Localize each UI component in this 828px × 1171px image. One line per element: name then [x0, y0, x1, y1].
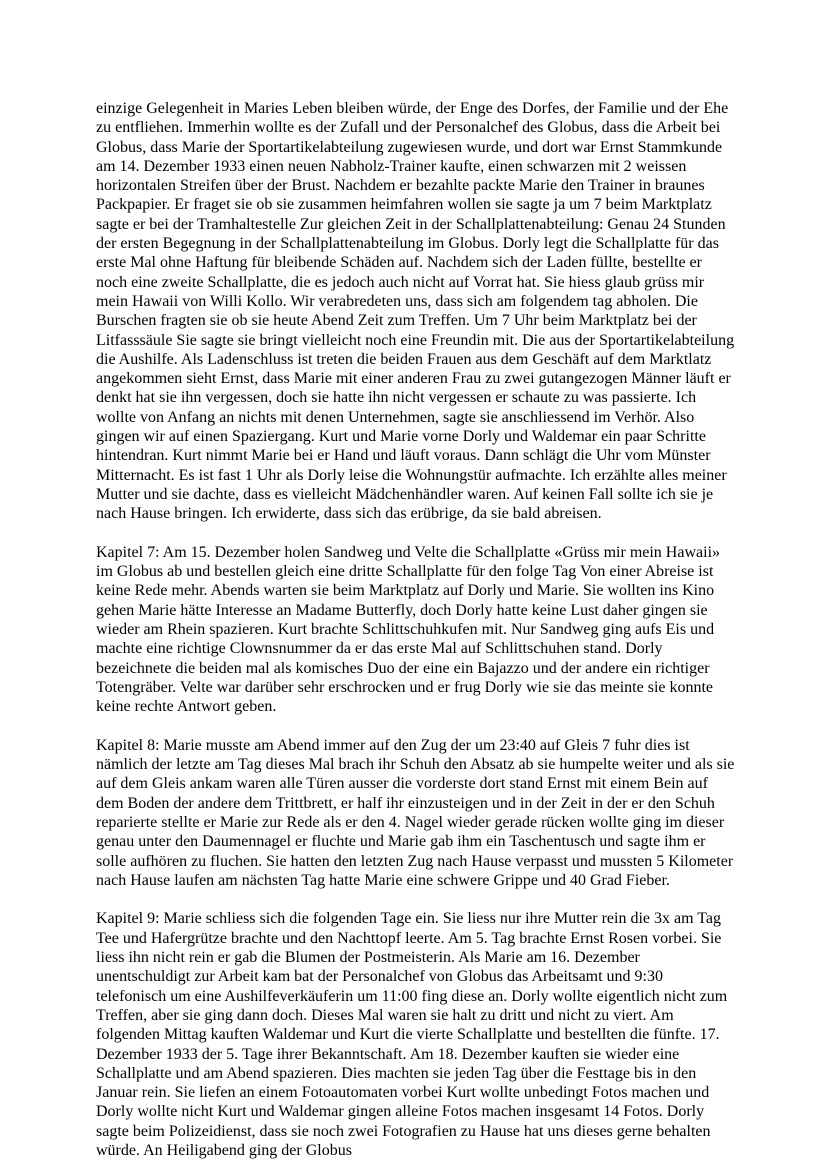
paragraph-intro: einzige Gelegenheit in Maries Leben bleiben würde, der Enge des Dorfes, der Familie und der Ehe zu entfliehen. Immerhin wollte es der Zufall und der Personalchef des Globus, dass die Arbeit bei Globus, dass Marie der Sportartikelabteilung zugewiesen wurde, und dort war Ernst Stammkunde am 14. Dezember 1933 einen neuen Nabholz-Trainer kaufte, einen schwarzen mit 2 weissen horizontalen Streifen über der Brust. Nachdem er bezahlte packte Marie den Trainer in braunes Packpapier. Er fraget sie ob sie zusammen heimfahren wollen sie sagte ja um 7 beim Marktplatz sagte er bei der Tramhaltestelle Zur gleichen Zeit in der Schallplattenabteilung: Genau 24 Stunden der ersten Begegnung in der Schallplattenabteilung im Globus. Dorly legt die Schallplatte für das erste Mal ohne Haftung für bleibende Schäden auf. Nachdem sich der Laden füllte, bestellte er noch eine zweite Schallplatte, die es jedoch auch nicht auf Vorrat hat. Sie hiess glaub grüss mir mein Hawaii von Willi Kollo. Wir verabredeten uns, dass sich am folgendem tag abholen. Die Burschen fragten sie ob sie heute Abend Zeit zum Treffen. Um 7 Uhr beim Marktplatz bei der Litfasssäule Sie sagte sie bringt vielleicht noch eine Freundin mit. Die aus der Sportartikelabteilung die Aushilfe. Als Ladenschluss ist treten die beiden Frauen aus dem Geschäft auf dem Marktlatz angekommen sieht Ernst, dass Marie mit einer anderen Frau zu zwei gutangezogen Männer läuft er denkt hat sie ihn vergessen, doch sie hatte ihn nicht vergessen er schaute zu was passierte. Ich wollte von Anfang an nichts mit denen Unternehmen, sagte sie anschliessend im Verhör. Also gingen wir auf einen Spaziergang. Kurt und Marie vorne Dorly und Waldemar ein paar Schritte hintendran. Kurt nimmt Marie bei er Hand und läuft voraus. Dann schlägt die Uhr vom Münster Mitternacht. Es ist fast 1 Uhr als Dorly leise die Wohnungstür aufmachte. Ich erzählte alles meiner Mutter und sie dachte, dass es vielleicht Mädchenhändler waren. Auf keinen Fall sollte ich sie je nach Hause bringen. Ich erwiderte, dass sich das erübrige, da sie bald abreisen. [96, 100, 735, 523]
paragraph-kapitel-9: Kapitel 9: Marie schliess sich die folgenden Tage ein. Sie liess nur ihre Mutter rein die 3x am Tag Tee und Hafergrütze brachte und den Nachttopf leerte. Am 5. Tag brachte Ernst Rosen vorbei. Sie liess ihn nicht rein er gab die Blumen der Postmeisterin. Als Marie am 16. Dezember unentschuldigt zur Arbeit kam bat der Personalchef von Globus das Arbeitsamt und 9:30 telefonisch um eine Aushilfeverkäuferin um 11:00 fing diese an. Dorly wollte eigentlich nicht zum Treffen, aber sie ging dann doch. Dieses Mal waren sie halt zu dritt und nicht zu viert. Am folgenden Mittag kauften Waldemar und Kurt die vierte Schallplatte und bestellten die fünfte. 17. Dezember 1933 der 5. Tage ihrer Bekanntschaft. Am 18. Dezember kauften sie wieder eine Schallplatte und am Abend spazieren. Dies machten sie jeden Tag über die Festtage bis in den Januar rein. Sie liefen an einem Fotoautomaten vorbei Kurt wollte unbedingt Fotos machen und Dorly wollte nicht Kurt und Waldemar gingen alleine Fotos machen insgesamt 14 Fotos. Dorly sagte beim Polizeidienst, dass sie noch zwei Fotografien zu Hause hat uns dieses gerne behalten würde. An Heiligabend ging der Globus [96, 910, 728, 1160]
paragraph-kapitel-8: Kapitel 8: Marie musste am Abend immer auf den Zug der um 23:40 auf Gleis 7 fuhr dies ist nämlich der letzte am Tag dieses Mal brach ihr Schuh den Absatz ab sie humpelte weiter und als sie auf dem Gleis ankam waren alle Türen ausser die vorderste dort stand Ernst mit einem Bein auf dem Boden der andere dem Trittbrett, er half ihr einzusteigen und in der Zeit in der er den Schuh reparierte stellte er Marie zur Rede als er den 4. Nagel wieder gerade rücken wollte ging im dieser genau unter den Daumennagel er fluchte und Marie gab ihm ein Taschentusch und sagte ihm er solle aufhören zu fluchen. Sie hatten den letzten Zug nach Hause verpasst und mussten 5 Kilometer nach Hause laufen am nächsten Tag hatte Marie eine schwere Grippe und 40 Grad Fieber. [96, 736, 735, 889]
document-text-block [96, 99, 736, 1160]
paragraph-kapitel-7: Kapitel 7: Am 15. Dezember holen Sandweg und Velte die Schallplatte «Grüss mir mein Hawaii» im Globus ab und bestellen gleich eine dritte Schallplatte für den folge Tag Von einer Abreise ist keine Rede mehr. Abends warten sie beim Marktplatz auf Dorly und Marie. Sie wollten ins Kino gehen Marie hätte Interesse an Madame Butterfly, doch Dorly hatte keine Lust daher gingen sie wieder am Rhein spazieren. Kurt brachte Schlittschuhkufen mit. Nur Sandweg ging aufs Eis und machte eine richtige Clownsnummer da er das erste Mal auf Schlittschuhen stand. Dorly bezeichnete die beiden mal als komisches Duo der eine ein Bajazzo und der andere ein richtiger Totengräber. Velte war darüber sehr erschrocken und er frug Dorly wie sie das meinte sie konnte keine rechte Antwort geben. [96, 543, 721, 716]
